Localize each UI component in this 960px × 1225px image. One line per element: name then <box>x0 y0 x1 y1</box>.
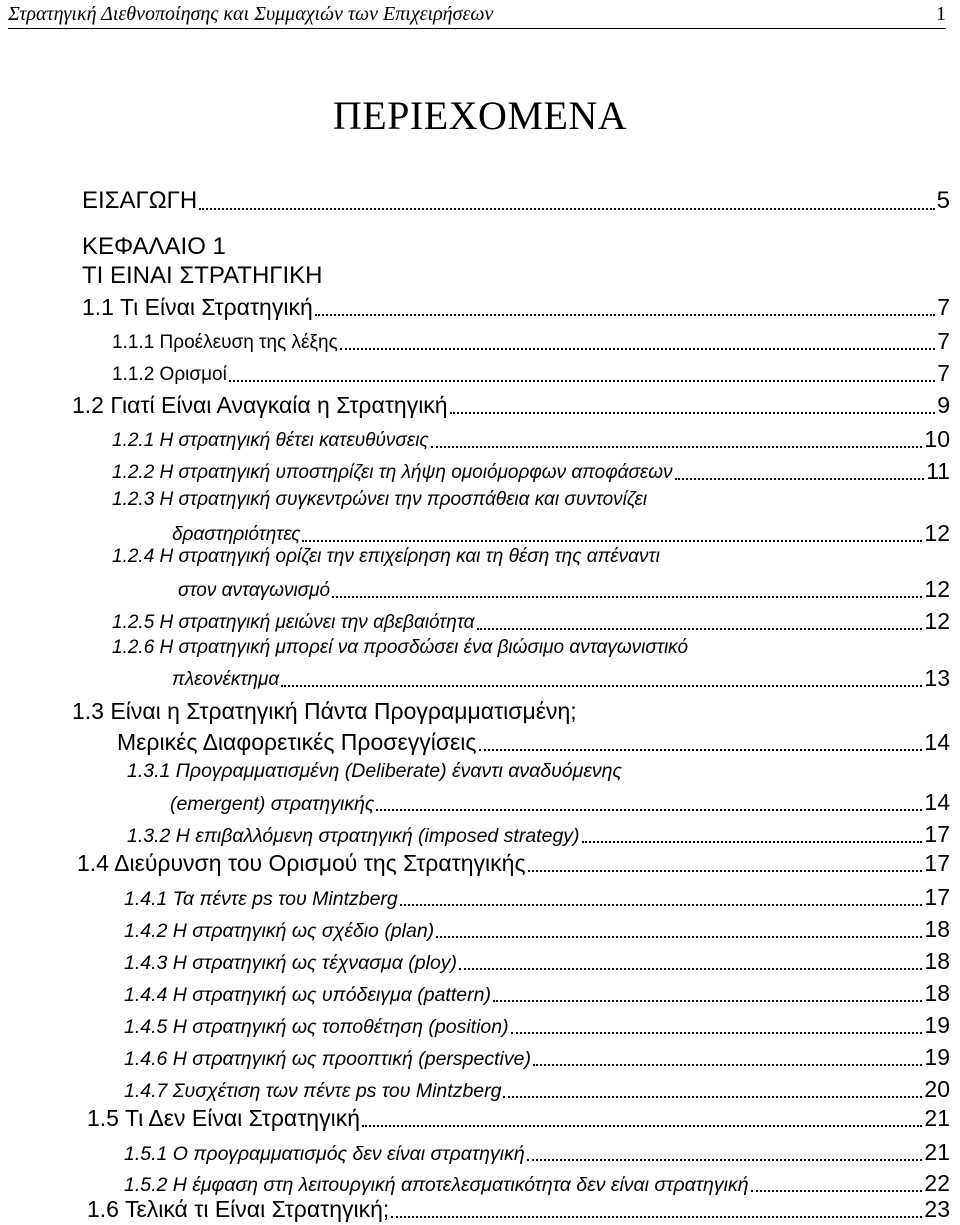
toc-entry-text: 1.4.2 Η στρατηγική ως σχέδιο (plan) <box>124 920 435 942</box>
toc-entry-text: 1.4.5 Η στρατηγική ως τοποθέτηση (position) <box>124 1016 509 1038</box>
toc-entry-page: 21 <box>924 1105 950 1131</box>
toc-entry[interactable] <box>124 978 950 1008</box>
dot-leader <box>493 1000 922 1002</box>
toc-entry[interactable] <box>87 1194 950 1224</box>
toc-entry-page: 18 <box>924 916 950 942</box>
chapter-label: ΚΕΦΑΛΑΙΟ 1 <box>82 233 226 260</box>
toc-entry-page: 10 <box>924 426 950 452</box>
dot-leader <box>431 446 923 448</box>
dot-leader <box>528 870 923 872</box>
toc-entry-text: 1.1.2 Ορισμοί <box>112 364 227 385</box>
dot-leader <box>281 685 922 687</box>
dot-leader <box>751 1190 923 1192</box>
toc-entry[interactable] <box>72 390 950 420</box>
dot-leader <box>340 348 935 350</box>
toc-entry-page: 22 <box>924 1170 950 1196</box>
dot-leader <box>391 1216 922 1218</box>
toc-entry-text: 1.2.3 Η στρατηγική συγκεντρώνει την προσπάθεια και συντονίζει <box>112 489 648 510</box>
toc-entry-page: 17 <box>924 821 950 847</box>
dot-leader <box>511 1032 923 1034</box>
toc-entry[interactable] <box>170 787 950 817</box>
toc-entry-page: 18 <box>924 980 950 1006</box>
toc-entry-text: 1.4.6 Η στρατηγική ως προοπτική (perspective) <box>124 1048 531 1070</box>
page-title: ΠΕΡΙΕΧΟΜΕΝΑ <box>332 93 628 138</box>
dot-leader <box>436 936 922 938</box>
toc-entry-page: 17 <box>924 884 950 910</box>
header-title: Στρατηγική Διεθνοποίησης και Συμμαχιών των Επιχειρήσεων <box>8 3 494 25</box>
toc-entry-page: 11 <box>926 458 950 484</box>
toc-entry[interactable] <box>87 1103 950 1133</box>
toc-entry-text: 1.5 Τι Δεν Είναι Στρατηγική <box>87 1105 360 1131</box>
toc-entry-page: 23 <box>924 1196 950 1222</box>
toc-entry-text: 1.3 Είναι η Στρατηγική Πάντα Προγραμματισμένη; <box>72 698 577 724</box>
toc-entry-page: 9 <box>937 392 950 418</box>
toc-entry[interactable] <box>127 819 950 849</box>
toc-entry-text: 1.3.1 Προγραμματισμένη (Deliberate) έναντι αναδυόμενης <box>127 760 622 782</box>
toc-entry-text: 1.5.1 Ο προγραμματισμός δεν είναι στρατηγική <box>124 1143 525 1165</box>
toc-entry-page: 7 <box>937 328 950 354</box>
dot-leader <box>450 412 936 414</box>
toc-entry-text: 1.2 Γιατί Είναι Αναγκαία η Στρατηγική <box>72 392 448 418</box>
toc-entry[interactable] <box>112 358 950 388</box>
toc-entry-page: 12 <box>924 608 950 634</box>
toc-entry-text: 1.1.1 Προέλευση της λέξης <box>112 332 338 353</box>
toc-entry[interactable] <box>172 663 950 693</box>
toc-entry-text: 1.4.4 Η στρατηγική ως υπόδειγμα (pattern) <box>124 984 491 1006</box>
toc-entry-page: 20 <box>924 1076 950 1102</box>
dot-leader <box>527 1159 923 1161</box>
toc-entry[interactable] <box>124 1137 950 1167</box>
toc-entry[interactable] <box>112 606 950 636</box>
dot-leader <box>315 314 935 316</box>
toc-entry[interactable] <box>112 424 950 454</box>
toc-entry-text: 1.6 Τελικά τι Είναι Στρατηγική; <box>87 1196 390 1222</box>
toc-entry[interactable] <box>124 1042 950 1072</box>
dot-leader <box>582 841 923 843</box>
toc-entry-text: δραστηριότητες <box>172 524 301 545</box>
chapter-title: ΤΙ ΕΙΝΑΙ ΣΤΡΑΤΗΓΙΚΗ <box>82 262 323 289</box>
toc-entry[interactable] <box>124 946 950 976</box>
toc-entry-text: Μερικές Διαφορετικές Προσεγγίσεις <box>117 729 477 755</box>
dot-leader <box>229 380 935 382</box>
toc-entry-text: 1.2.5 Η στρατηγική μειώνει την αβεβαιότητα <box>112 612 475 633</box>
toc-entry-text: 1.2.1 Η στρατηγική θέτει κατευθύνσεις <box>112 430 429 451</box>
toc-entry-text: 1.4.1 Τα πέντε ps του Mintzberg <box>124 888 398 910</box>
dot-leader <box>503 1096 922 1098</box>
toc-entry-page: 19 <box>924 1012 950 1038</box>
toc-entry-page: 7 <box>937 294 950 320</box>
toc-entry-text: 1.2.4 Η στρατηγική ορίζει την επιχείρηση και τη θέση της απέναντι <box>112 546 660 567</box>
toc-entry[interactable] <box>77 848 950 878</box>
toc-entry[interactable] <box>124 914 950 944</box>
toc-entry-page: 14 <box>924 729 950 755</box>
toc-entry-text: 1.4 Διεύρυνση του Ορισμού της Στρατηγικής <box>77 850 526 876</box>
toc-entry-page: 17 <box>924 850 950 876</box>
toc-entry-intro[interactable] <box>82 186 950 216</box>
toc-entry-page: 18 <box>924 948 950 974</box>
dot-leader <box>302 540 922 542</box>
toc-entry-page: 21 <box>924 1139 950 1165</box>
dot-leader <box>199 208 934 210</box>
toc-entry-page: 14 <box>924 789 950 815</box>
toc-entry-text: στον ανταγωνισμό <box>178 580 331 601</box>
dot-leader <box>362 1125 922 1127</box>
toc-entry[interactable] <box>112 456 950 486</box>
toc-entry[interactable] <box>124 882 950 912</box>
toc-entry-page: 5 <box>936 187 950 214</box>
dot-leader <box>459 968 922 970</box>
toc-entry-text: (emergent) στρατηγικής <box>170 793 375 815</box>
toc-entry-text: 1.3.2 Η επιβαλλόμενη στρατηγική (imposed strategy) <box>127 825 580 847</box>
toc-entry-text: 1.5.2 Η έμφαση στη λειτουργική αποτελεσματικότητα δεν είναι στρατηγική <box>124 1174 749 1196</box>
toc-entry-page: 13 <box>924 665 950 691</box>
toc-entry-text: 1.4.7 Συσχέτιση των πέντε ps του Mintzberg <box>124 1080 502 1102</box>
toc-entry-text: 1.2.6 Η στρατηγική μπορεί να προσδώσει ένα βιώσιμο ανταγωνιστικό <box>112 637 689 658</box>
toc-entry[interactable] <box>82 292 950 322</box>
toc-entry-text: πλεονέκτημα <box>172 669 280 690</box>
toc-entry-page: 12 <box>924 576 950 602</box>
toc-entry-page: 7 <box>937 360 950 386</box>
toc-entry-page: 12 <box>924 520 950 546</box>
toc-entry[interactable] <box>124 1010 950 1040</box>
toc-entry[interactable] <box>112 326 950 356</box>
dot-leader <box>479 749 923 751</box>
toc-entry[interactable] <box>178 574 950 604</box>
toc-entry-text: 1.1 Τι Είναι Στρατηγική <box>82 294 313 320</box>
dot-leader <box>675 478 925 480</box>
toc-entry-text: 1.4.3 Η στρατηγική ως τέχνασμα (ploy) <box>124 952 458 974</box>
toc-entry-text: 1.2.2 Η στρατηγική υποστηρίζει τη λήψη ομοιόμορφων αποφάσεων <box>112 462 673 483</box>
toc-entry-page: 19 <box>924 1044 950 1070</box>
dot-leader <box>400 904 923 906</box>
dot-leader <box>332 596 922 598</box>
toc-entry[interactable] <box>124 1074 950 1104</box>
dot-leader <box>533 1064 922 1066</box>
dot-leader <box>376 809 922 811</box>
header-page-number: 1 <box>936 3 946 25</box>
toc-entry[interactable] <box>117 727 950 757</box>
dot-leader <box>477 628 923 630</box>
toc-entry-text: ΕΙΣΑΓΩΓΗ <box>82 187 198 214</box>
